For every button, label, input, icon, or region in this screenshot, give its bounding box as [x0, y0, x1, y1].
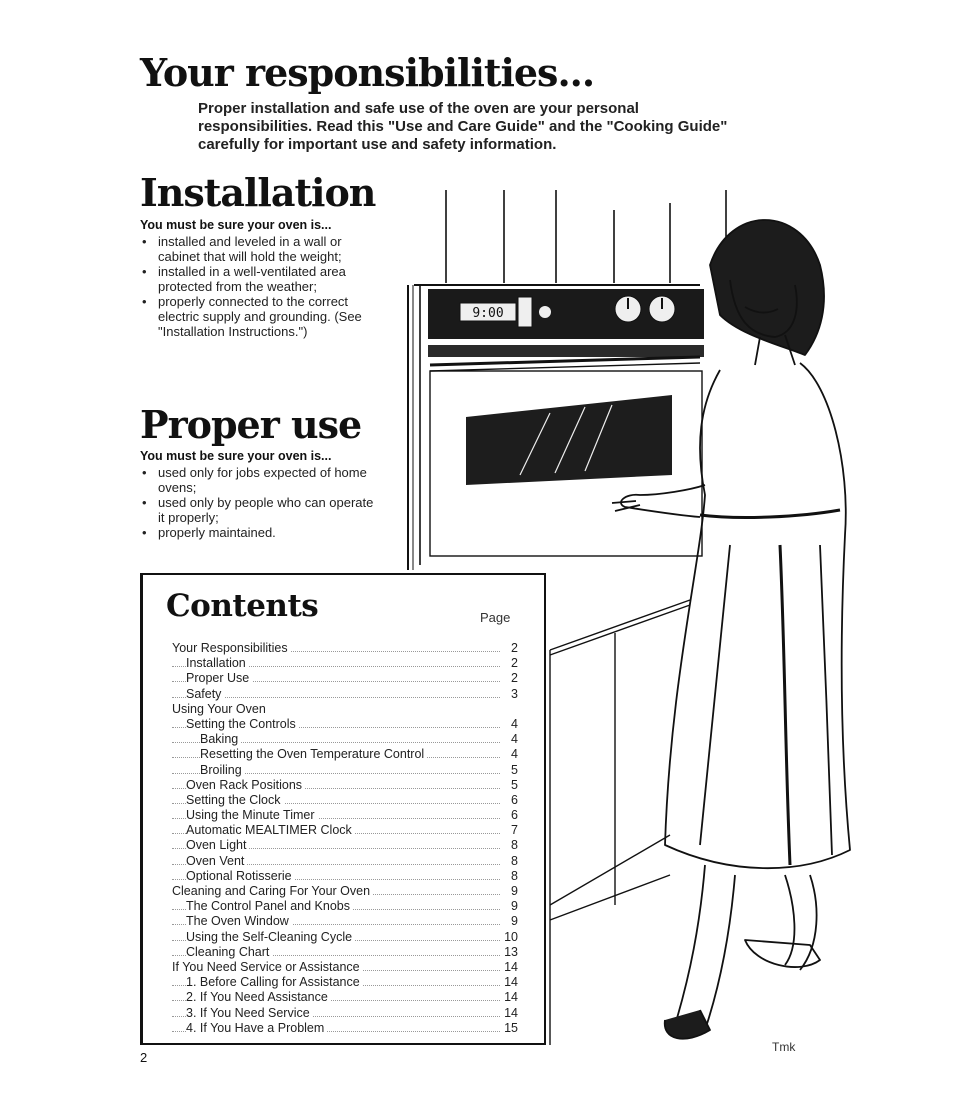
toc-entry-label: If You Need Service or Assistance [172, 960, 363, 975]
toc-entry-label: Using Your Oven [172, 702, 269, 717]
toc-entry-page: 9 [504, 884, 518, 899]
toc-entry-label: 1. Before Calling for Assistance [186, 975, 363, 990]
toc-entry-label: Broiling [200, 763, 245, 778]
toc-entry-label: Setting the Clock [186, 793, 284, 808]
list-item: • properly maintained. [140, 525, 378, 540]
toc-entry-page: 5 [504, 763, 518, 778]
contents-heading: Contents [166, 588, 319, 624]
toc-entry-page: 7 [504, 823, 518, 838]
toc-entry-page: 2 [504, 671, 518, 686]
toc-entry [172, 975, 522, 990]
table-of-contents [172, 641, 522, 1036]
responsibilities-intro: Proper installation and safe use of the oven are your personal responsibilities. Read this "Use and Care Guide" and the "Cooking Guide" carefully for important use and safety information. [198, 100, 728, 153]
toc-entry [172, 838, 522, 853]
toc-entry [172, 732, 522, 747]
toc-entry-label: 2. If You Need Assistance [186, 990, 331, 1005]
toc-entry-page: 10 [504, 929, 518, 944]
responsibilities-heading: Your responsibilities... [140, 50, 595, 95]
toc-entry-page: 9 [504, 914, 518, 929]
page-number: 2 [140, 1050, 148, 1065]
toc-entry-page: 14 [504, 1005, 518, 1020]
toc-entry [172, 702, 522, 717]
toc-entry-label: The Oven Window [186, 914, 292, 929]
toc-entry-label: Resetting the Oven Temperature Control [200, 747, 427, 762]
list-item: • installed and leveled in a wall or cabinet that will hold the weight; [140, 234, 378, 264]
proper-use-heading: Proper use [140, 402, 362, 447]
toc-entry [172, 914, 522, 929]
proper-use-lead: You must be sure your oven is... [140, 449, 332, 463]
toc-entry [172, 960, 522, 975]
toc-entry-page: 2 [504, 656, 518, 671]
toc-entry [172, 945, 522, 960]
toc-entry-page: 5 [504, 778, 518, 793]
toc-entry [172, 990, 522, 1005]
toc-entry-label: Cleaning and Caring For Your Oven [172, 884, 373, 899]
toc-entry [172, 808, 522, 823]
toc-entry-page: 6 [504, 793, 518, 808]
toc-entry-label: Oven Light [186, 838, 249, 853]
trademark-note: Tmk [772, 1040, 796, 1054]
toc-entry-page: 4 [504, 747, 518, 762]
toc-entry-label: 3. If You Need Service [186, 1006, 313, 1021]
installation-list [140, 234, 378, 339]
toc-entry-page: 6 [504, 808, 518, 823]
contents-page-label: Page [480, 610, 511, 625]
toc-entry-page: 13 [504, 944, 518, 959]
toc-entry [172, 687, 522, 702]
toc-entry-label: Oven Rack Positions [186, 778, 305, 793]
toc-entry [172, 641, 522, 656]
toc-entry-label: Your Responsibilities [172, 641, 291, 656]
installation-lead: You must be sure your oven is... [140, 218, 332, 232]
proper-use-list [140, 465, 378, 540]
toc-entry [172, 1021, 522, 1036]
toc-entry-label: Using the Minute Timer [186, 808, 318, 823]
toc-entry-page: 4 [504, 717, 518, 732]
toc-entry-label: Using the Self-Cleaning Cycle [186, 930, 355, 945]
installation-heading: Installation [140, 170, 376, 215]
toc-entry-page: 14 [504, 975, 518, 990]
toc-entry-page: 3 [504, 687, 518, 702]
toc-entry-label: Automatic MEALTIMER Clock [186, 823, 355, 838]
toc-entry [172, 763, 522, 778]
toc-entry [172, 778, 522, 793]
toc-entry [172, 854, 522, 869]
toc-entry [172, 656, 522, 671]
toc-entry [172, 884, 522, 899]
toc-entry-label: Baking [200, 732, 241, 747]
toc-entry [172, 899, 522, 914]
toc-entry-page: 8 [504, 869, 518, 884]
toc-entry-page: 9 [504, 899, 518, 914]
toc-entry-page: 14 [504, 990, 518, 1005]
list-item: • properly connected to the correct electric supply and grounding. (See "Installation Instructions.") [140, 294, 378, 339]
toc-entry [172, 793, 522, 808]
toc-entry [172, 1006, 522, 1021]
clock-display: 9:00 [472, 306, 504, 321]
toc-entry-label: Setting the Controls [186, 717, 299, 732]
toc-entry-label: The Control Panel and Knobs [186, 899, 353, 914]
toc-entry-label: Optional Rotisserie [186, 869, 295, 884]
toc-entry-page: 2 [504, 641, 518, 656]
toc-entry [172, 717, 522, 732]
list-item: • installed in a well-ventilated area protected from the weather; [140, 264, 378, 294]
toc-entry-label: Installation [186, 656, 249, 671]
toc-entry-label: Cleaning Chart [186, 945, 272, 960]
toc-entry-page: 14 [504, 959, 518, 974]
toc-entry [172, 823, 522, 838]
list-item: • used only for jobs expected of home ovens; [140, 465, 378, 495]
toc-entry [172, 930, 522, 945]
toc-entry [172, 671, 522, 686]
toc-entry-label: Safety [186, 687, 224, 702]
toc-entry-page: 4 [504, 732, 518, 747]
toc-entry-label: 4. If You Have a Problem [186, 1021, 327, 1036]
toc-entry [172, 869, 522, 884]
toc-entry-label: Proper Use [186, 671, 252, 686]
toc-entry-page: 15 [504, 1020, 518, 1035]
toc-entry-label: Oven Vent [186, 854, 247, 869]
list-item: • used only by people who can operate it properly; [140, 495, 378, 525]
toc-entry-page: 8 [504, 854, 518, 869]
toc-entry-page: 8 [504, 838, 518, 853]
toc-entry [172, 747, 522, 762]
